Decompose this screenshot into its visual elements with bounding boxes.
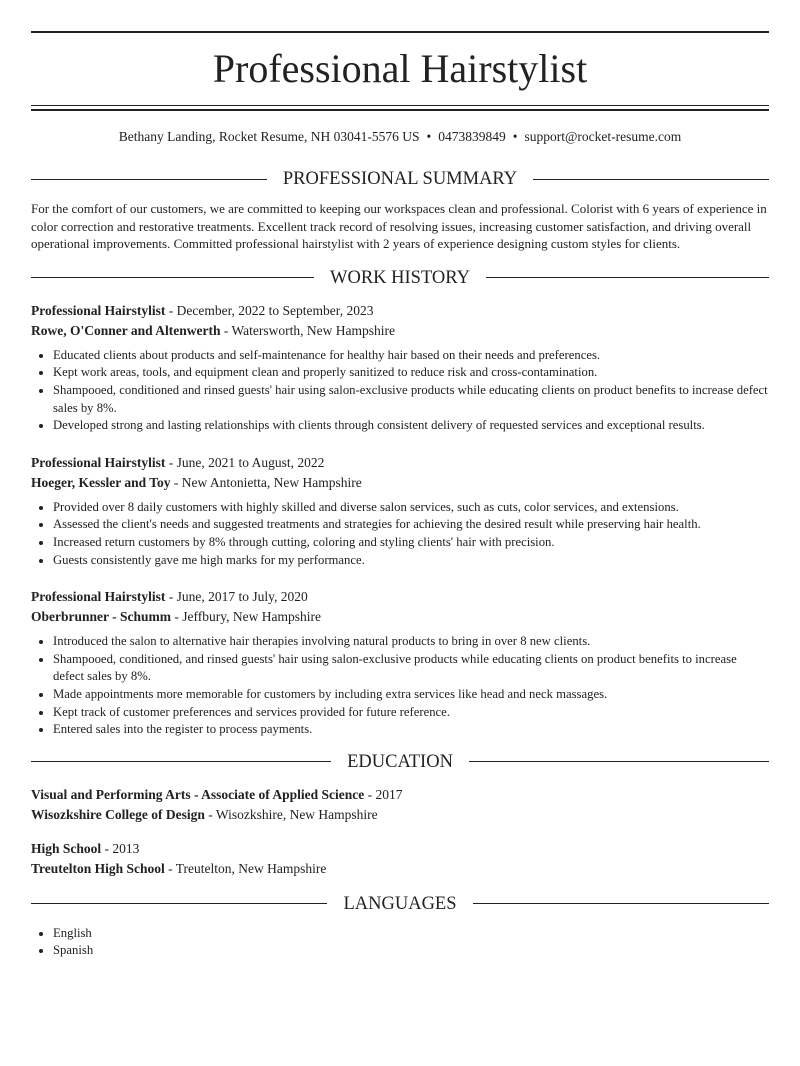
job-title: Professional Hairstylist <box>31 302 166 318</box>
degree: High School <box>31 840 102 856</box>
section-heading-languages <box>31 893 769 915</box>
job-dates: - December, 2022 to September, 2023 <box>165 302 374 318</box>
school-name: Treutelton High School <box>31 860 165 876</box>
job-company-line <box>31 473 769 493</box>
resume-title: Professional Hairstylist <box>212 46 588 91</box>
bullet-item: • Made appointments more memorable for customers by including extra services like head and neck massages. <box>53 686 769 704</box>
email: support@rocket-resume.com <box>524 129 682 144</box>
section-title: PROFESSIONAL SUMMARY <box>282 169 518 189</box>
bullet-item: • Developed strong and lasting relationships with clients through consistent delivery of requested services and exceptional results. <box>53 417 769 435</box>
bullet-item: • Educated clients about products and self-maintenance for healthy hair based on their needs and preferences. <box>53 347 769 365</box>
section-heading-work <box>31 267 769 289</box>
divider <box>31 179 267 180</box>
languages-list <box>31 925 769 960</box>
job-title: Professional Hairstylist <box>31 454 166 470</box>
job-title-line <box>31 587 769 607</box>
education-entry <box>31 785 769 825</box>
job-dates: - June, 2017 to July, 2020 <box>165 589 308 605</box>
job-title: Professional Hairstylist <box>31 589 166 605</box>
summary-text: For the comfort of our customers, we are committed to keeping our workspaces clean and professional. Colorist with 6 years of experience in color correction and restorative treatments. Excellent track record of resolving issues, increasing customer satisfaction, and driving overall operational improvements. Committed professional hairstylist with 2 years of experience designing custom styles for clients. <box>31 201 767 252</box>
school-location: - Treutelton, New Hampshire <box>164 860 327 876</box>
language-item: • English <box>53 925 769 943</box>
divider <box>533 179 769 180</box>
bullet-item: • Provided over 8 daily customers with highly skilled and diverse salon services, such as cuts, color services, and extensions. <box>53 499 769 517</box>
company-location: - New Antonietta, New Hampshire <box>170 474 362 490</box>
bullet-item: • Increased return customers by 8% through cutting, coloring and styling clients' hair with precision. <box>53 534 769 552</box>
address: Bethany Landing, Rocket Resume, NH 03041-5576 US <box>118 129 420 144</box>
job-entry <box>31 301 769 435</box>
bullet-item: • Introduced the salon to alternative hair therapies involving natural products to bring in over 8 new clients. <box>53 633 769 651</box>
job-bullets <box>31 347 769 435</box>
school-name: Wisozkshire College of Design <box>31 806 205 822</box>
year: - 2017 <box>364 786 403 802</box>
job-entry <box>31 453 769 569</box>
job-title-line <box>31 301 769 321</box>
job-title-line <box>31 453 769 473</box>
divider <box>469 761 769 762</box>
bullet-item: • Kept work areas, tools, and equipment clean and properly sanitized to reduce risk and cross-contamination. <box>53 364 769 382</box>
bullet-item: • Shampooed, conditioned and rinsed guests' hair using salon-exclusive products while educating clients on product benefits to increase defect sales by 8%. <box>53 382 769 417</box>
bullet-item: • Kept track of customer preferences and services provided for future reference. <box>53 704 769 722</box>
section-title: WORK HISTORY <box>330 267 470 288</box>
company-name: Rowe, O'Conner and Altenwerth <box>31 322 221 338</box>
section-title: EDUCATION <box>347 751 453 772</box>
divider <box>31 761 331 762</box>
section-heading-education <box>31 751 769 773</box>
bullet-item: • Assessed the client's needs and suggested treatments and strategies for achieving the desired result while preserving hair health. <box>53 516 769 534</box>
section-heading-summary <box>31 168 769 190</box>
job-dates: - June, 2021 to August, 2022 <box>165 454 325 470</box>
bullet-item: • Shampooed, conditioned, and rinsed guests' hair using salon-exclusive products while educating clients on product benefits to increase defect sales by 8%. <box>53 651 769 686</box>
section-title: LANGUAGES <box>343 893 457 914</box>
year: - 2013 <box>101 840 140 856</box>
resume-page <box>0 31 800 960</box>
separator: • <box>426 129 432 144</box>
school-line <box>31 859 769 879</box>
divider <box>31 903 327 904</box>
divider <box>486 277 769 278</box>
phone: 0473839849 <box>438 129 506 144</box>
work-history-list <box>31 301 769 739</box>
education-list <box>31 785 769 879</box>
degree-line <box>31 839 769 859</box>
job-company-line <box>31 607 769 627</box>
degree: Visual and Performing Arts - Associate of Applied Science <box>31 786 365 802</box>
job-entry <box>31 587 769 739</box>
education-entry <box>31 839 769 879</box>
school-location: - Wisozkshire, New Hampshire <box>204 806 378 822</box>
school-line <box>31 805 769 825</box>
company-name: Hoeger, Kessler and Toy <box>31 474 171 490</box>
language-item: • Spanish <box>53 942 769 960</box>
divider <box>31 277 314 278</box>
separator: • <box>512 129 518 144</box>
divider <box>473 903 769 904</box>
company-location: - Jeffbury, New Hampshire <box>171 609 321 625</box>
contact-info <box>31 128 769 146</box>
company-name: Oberbrunner - Schumm <box>31 609 172 625</box>
bullet-item: • Guests consistently gave me high marks for my performance. <box>53 552 769 570</box>
job-bullets <box>31 633 769 739</box>
company-location: - Watersworth, New Hampshire <box>220 322 396 338</box>
degree-line <box>31 785 769 805</box>
job-bullets <box>31 499 769 569</box>
top-rule <box>31 31 769 33</box>
title-divider <box>31 105 769 111</box>
job-company-line <box>31 321 769 341</box>
bullet-item: • Entered sales into the register to process payments. <box>53 721 769 739</box>
